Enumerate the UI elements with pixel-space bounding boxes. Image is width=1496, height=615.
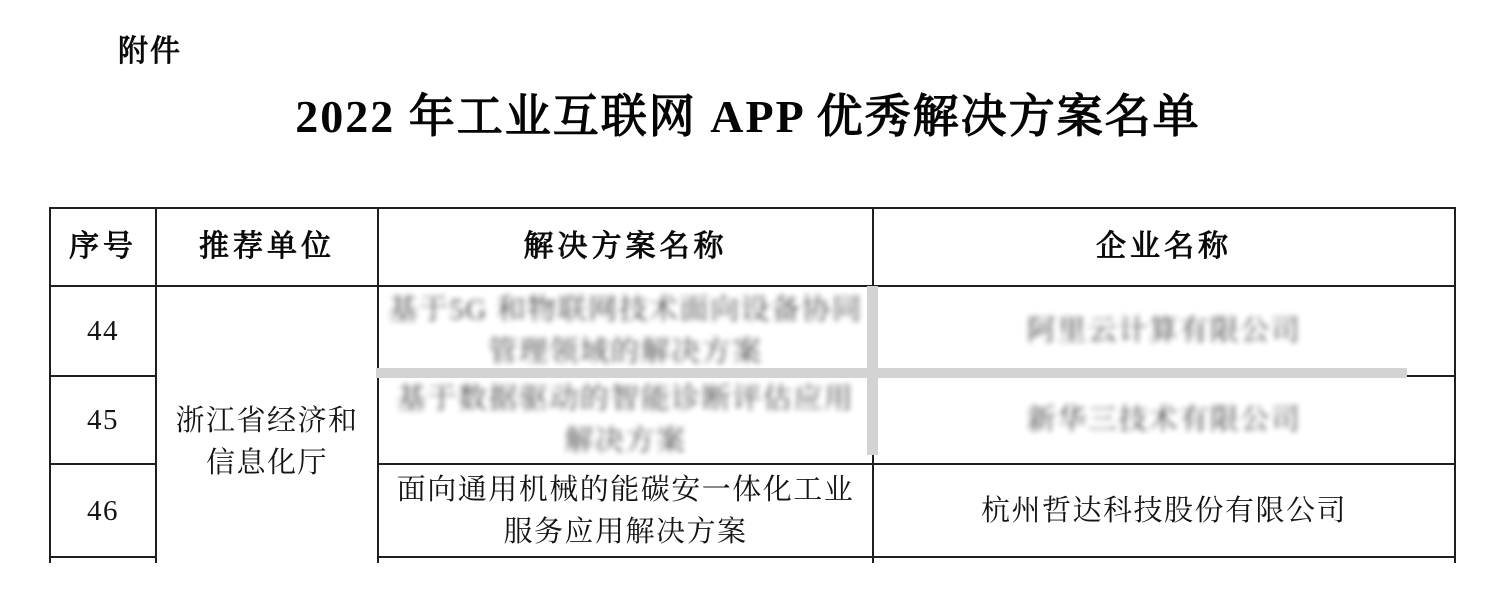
redaction-band-vertical: [867, 286, 878, 455]
cutoff-serial-cell: [50, 557, 156, 563]
page-title: 2022 年工业互联网 APP 优秀解决方案名单: [295, 91, 1201, 142]
merged-recommender-cell: 浙江省经济和信息化厅: [156, 286, 378, 563]
table-row: [50, 286, 1455, 376]
col-header-recommender: 推荐单位: [156, 208, 378, 286]
attachment-label: 附件: [118, 35, 182, 68]
row44-serial: 44: [50, 286, 156, 376]
col-header-company: 企业名称: [873, 208, 1455, 286]
row44-solution-censored: 基于5G 和物联网技术面向设备协同管理领域的解决方案: [378, 286, 873, 376]
row46-company: 杭州哲达科技股份有限公司: [873, 464, 1455, 557]
row45-serial: 45: [50, 376, 156, 464]
row45-company-censored: 新华三技术有限公司: [873, 376, 1455, 464]
col-header-solution: 解决方案名称: [378, 208, 873, 286]
row44-company-censored: 阿里云计算有限公司: [873, 286, 1455, 376]
cutoff-solution-cell: [378, 557, 873, 563]
cutoff-company-cell: [873, 557, 1455, 563]
row46-serial: 46: [50, 464, 156, 557]
col-header-serial: 序号: [50, 208, 156, 286]
row45-solution-censored: 基于数据驱动的智能诊断评估应用解决方案: [378, 376, 873, 464]
redaction-band-horizontal: [376, 368, 1407, 378]
row46-solution: 面向通用机械的能碳安一体化工业服务应用解决方案: [378, 464, 873, 557]
solutions-table-wrap: [49, 207, 1456, 563]
solutions-table: [49, 207, 1456, 563]
table-header-row: [50, 208, 1455, 286]
